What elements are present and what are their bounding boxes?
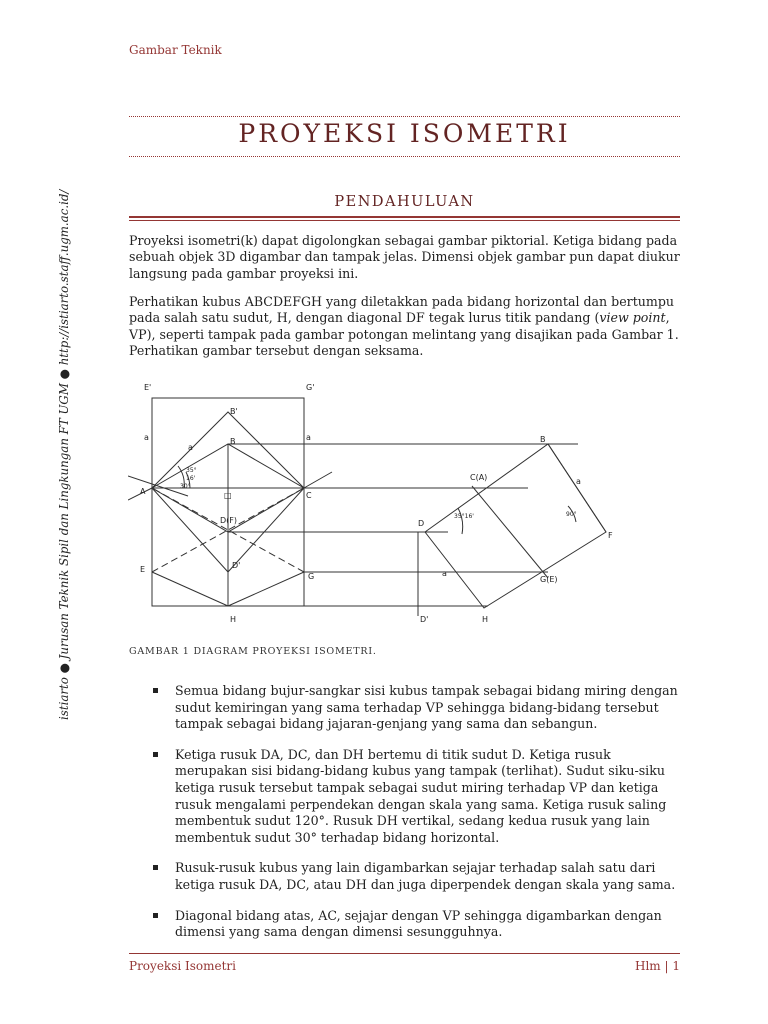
label-right-ge: G(E): [540, 575, 558, 584]
paragraph-cube-italic: view point: [599, 310, 666, 326]
label-right-f: F: [608, 531, 613, 540]
label-a: A: [140, 487, 146, 496]
label-b-prime: B': [230, 407, 238, 416]
bullet-list: [129, 683, 682, 955]
section-rule: [129, 216, 680, 221]
label-right-angle-1: 35°16': [454, 513, 474, 520]
label-c: C: [306, 491, 312, 500]
paragraph-cube-part1: Perhatikan kubus ABCDEFGH yang diletakkan pada bidang horizontal dan bertumpu pada salah satu sudut, H, dengan diagonal DF tegak lurus titik pandang (: [129, 294, 674, 326]
label-right-angle-2: 90°: [566, 511, 577, 518]
list-item: Rusuk-rusuk kubus yang lain digambarkan sejajar terhadap salah satu dari ketiga rusuk DA, DC, atau DH dan juga diperpendek dengan skala yang sama.: [129, 860, 682, 893]
side-credit: istiarto ● Jurusan Teknik Sipil dan Lingkungan FT UGM ● http://istiarto.staff.ugm.ac.id/: [57, 189, 71, 720]
label-a-edge-1: a: [144, 433, 149, 442]
label-h: H: [230, 615, 237, 624]
isometric-diagram: [128, 376, 640, 632]
section-heading: PENDAHULUAN: [334, 194, 475, 210]
label-angle-3: 30°: [180, 483, 191, 490]
label-angle-2: 16': [186, 475, 196, 482]
footer-rule: [129, 953, 680, 954]
label-right-a-1: a: [576, 477, 581, 486]
title-rule-top: [129, 116, 680, 117]
label-right-a-2: a: [442, 569, 447, 578]
label-g: G: [308, 572, 315, 581]
page-title: PROYEKSI ISOMETRI: [238, 119, 571, 148]
page-number: Hlm | 1: [635, 959, 680, 973]
label-a-edge-2: a: [188, 443, 193, 452]
title-rule-bottom: [129, 156, 680, 157]
label-e-prime: E': [144, 383, 152, 392]
running-header: Gambar Teknik: [129, 43, 222, 57]
list-item: Diagonal bidang atas, AC, sejajar dengan VP sehingga digambarkan dengan dimensi yang sama dengan dimensi sesungguhnya.: [129, 908, 682, 941]
figure-caption: GAMBAR 1 DIAGRAM PROYEKSI ISOMETRI.: [129, 646, 377, 657]
label-right-h: H: [482, 615, 489, 624]
list-item: Ketiga rusuk DA, DC, dan DH bertemu di titik sudut D. Ketiga rusuk merupakan sisi bidang-bidang kubus yang tampak (terlihat). Sudut siku-siku ketiga rusuk tersebut tampak sebagai sudut miring terhadap VP dan ketiga rusuk mengalami perpendekan dengan skala yang sama. Ketiga rusuk saling membentuk sudut 120°. Rusuk DH vertikal, sedang kedua rusuk yang lain membentuk sudut 30° terhadap bidang horizontal.: [129, 747, 682, 847]
label-angle-1: 35°: [186, 467, 197, 474]
label-right-d: D: [418, 519, 425, 528]
label-b: B: [230, 437, 236, 446]
footer-title: Proyeksi Isometri: [129, 959, 236, 973]
label-df: D(F): [220, 516, 238, 525]
label-square: □: [224, 491, 232, 500]
label-d-prime: D': [232, 561, 241, 570]
paragraph-cube-part2: , VP), seperti tampak pada gambar potongan melintang yang disajikan pada Gambar 1. Perhatikan gambar tersebut dengan seksama.: [129, 310, 679, 359]
paragraph-intro: Proyeksi isometri(k) dapat digolongkan sebagai gambar piktorial. Ketiga bidang pada sebuah objek 3D digambar dan tampak jelas. Dimensi objek gambar pun dapat diukur langsung pada gambar proyeksi ini.: [129, 233, 680, 281]
label-right-b: B: [540, 435, 546, 444]
label-right-ca: C(A): [470, 473, 488, 482]
label-e: E: [140, 565, 146, 574]
paragraph-cube: [129, 294, 682, 360]
list-item: Semua bidang bujur-sangkar sisi kubus tampak sebagai bidang miring dengan sudut kemiringan yang sama terhadap VP sehingga bidang-bidang tersebut tampak sebagai bidang jajaran-genjang yang sama dan sebangun.: [129, 683, 682, 733]
label-right-d-prime: D': [420, 615, 429, 624]
label-g-prime: G': [306, 383, 315, 392]
label-a-edge-3: a: [306, 433, 311, 442]
